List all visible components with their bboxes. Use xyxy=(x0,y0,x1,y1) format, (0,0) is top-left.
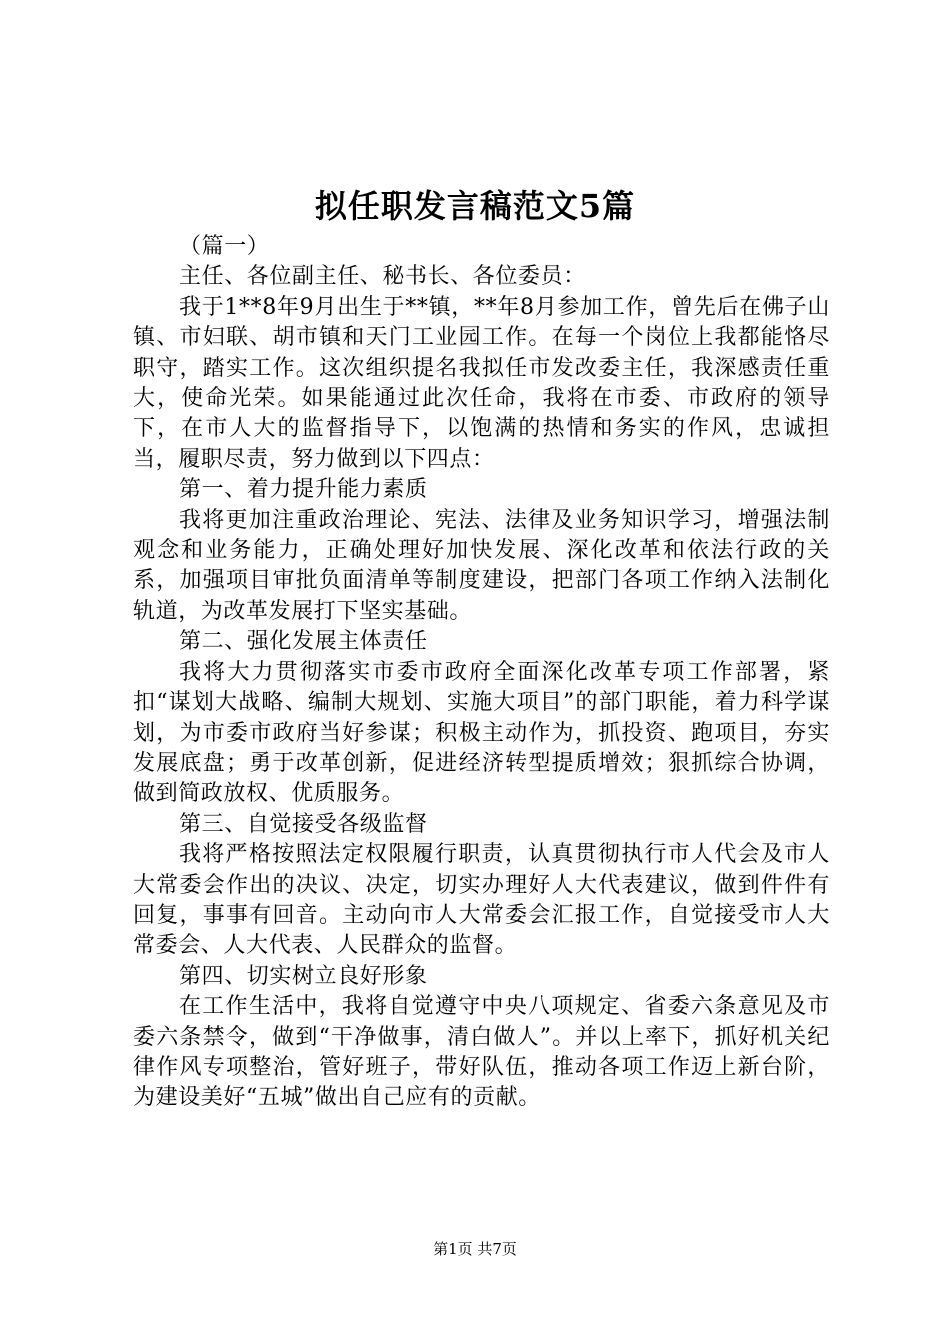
heading-point-2: 第二、强化发展主体责任 xyxy=(179,629,428,655)
body-point-4: 在工作生活中，我将自觉遵守中央八项规定、省委六条意见及市委六条禁令，做到“干净做事，清白做人”。并以上率下，抓好机关纪律作风专项整治，管好班子，带好队伍，推动各项工作迈上新台阶，为建设美好“五城”做出自己应有的贡献。 xyxy=(133,994,830,1111)
heading-point-3: 第三、自觉接受各级监督 xyxy=(179,811,428,837)
intro-paragraph: 我于1**8年9月出生于**镇，**年8月参加工作，曾先后在佛子山镇、市妇联、胡市镇和天门工业园工作。在每一个岗位上我都能恪尽职守，踏实工作。这次组织提名我拟任市发改委主任，我深感责任重大，使命光荣。如果能通过此次任命，我将在市委、市政府的领导下，在市人大的监督指导下，以饱满的热情和务实的作风，忠诚担当，履职尽责，努力做到以下四点： xyxy=(133,294,830,472)
body-point-1: 我将更加注重政治理论、宪法、法律及业务知识学习，增强法制观念和业务能力，正确处理好加快发展、深化改革和依法行政的关系，加强项目审批负面清单等制度建设，把部门各项工作纳入法制化轨道，为改革发展打下坚实基础。 xyxy=(133,507,830,624)
heading-point-1: 第一、着力提升能力素质 xyxy=(179,477,428,503)
body-point-3: 我将严格按照法定权限履行职责，认真贯彻执行市人代会及市人大常委会作出的决议、决定，切实办理好人大代表建议，做到件件有回复，事事有回音。主动向市人大常委会汇报工作，自觉接受市人大常委会、人大代表、人民群众的监督。 xyxy=(133,842,830,959)
salutation: 主任、各位副主任、秘书长、各位委员： xyxy=(179,264,586,290)
document-title: 拟任职发言稿范文5篇 xyxy=(314,187,636,225)
document-body xyxy=(133,232,830,1114)
page-number-footer: 第1页 共7页 xyxy=(433,1240,517,1258)
body-point-2: 我将大力贯彻落实市委市政府全面深化改革专项工作部署，紧扣“谋划大战略、编制大规划、实施大项目”的部门职能，着力科学谋划，为市委市政府当好参谋；积极主动作为，抓投资、跑项目，夯实发展底盘；勇于改革创新，促进经济转型提质增效；狠抓综合协调，做到简政放权、优质服务。 xyxy=(133,659,830,807)
heading-point-4: 第四、切实树立良好形象 xyxy=(179,963,428,989)
section-label: （篇一） xyxy=(179,234,270,259)
